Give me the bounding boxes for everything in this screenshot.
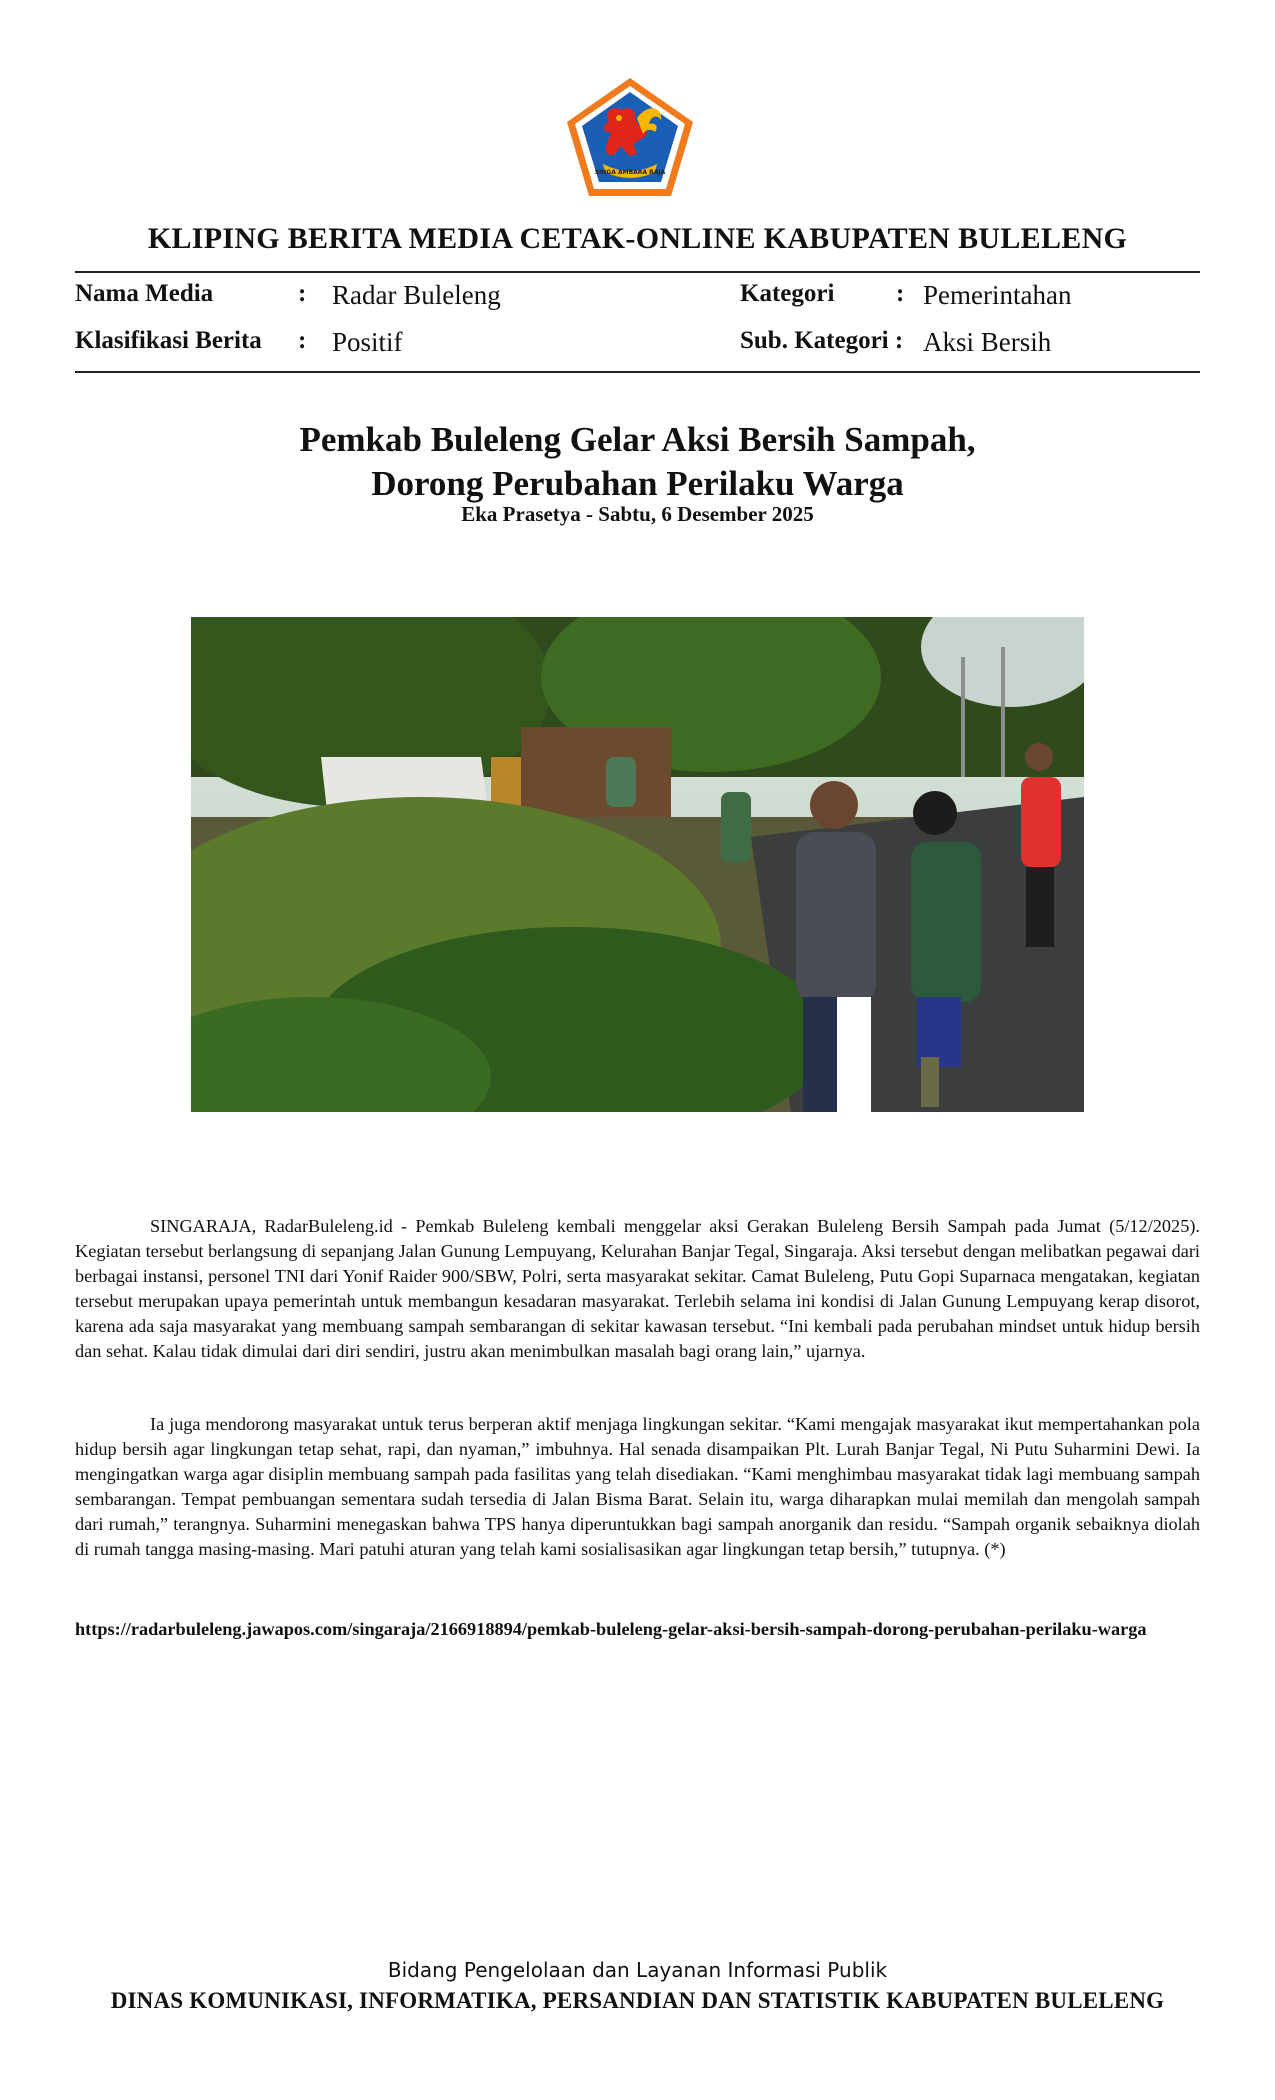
regency-emblem-icon — [563, 74, 697, 200]
kategori-value: Pemerintahan — [923, 280, 1072, 310]
klasifikasi-value: Positif — [332, 327, 403, 357]
article-paragraph-1: SINGARAJA, RadarBuleleng.id - Pemkab Buleleng kembali menggelar aksi Gerakan Buleleng Bersih Sampah pada Jumat (5/12/2025). Kegiatan tersebut berlangsung di sepanjang Jalan Gunung Lempuyang, Kelurahan Banjar Tegal, Singaraja. Aksi tersebut dengan melibatkan pegawai dari berbagai instansi, personel TNI dari Yonif Raider 900/SBW, Polri, serta masyarakat sekitar. Camat Buleleng, Putu Gopi Suparnaca mengatakan, kegiatan tersebut merupakan upaya pemerintah untuk membangun kesadaran masyarakat. Terlebih selama ini kondisi di Jalan Gunung Lempuyang kerap disorot, karena ada saja masyarakat yang membuang sampah sembarangan di sekitar kawasan tersebut. “Ini kembali pada perubahan mindset untuk hidup bersih dan sehat. Kalau tidak dimulai dari diri sendiri, justru akan menimbulkan masalah bagi orang lain,” ujarnya. — [75, 1216, 1200, 1361]
media-colon: : — [298, 280, 307, 307]
clipping-header-title: KLIPING BERITA MEDIA CETAK-ONLINE KABUPATEN BULELENG — [147, 222, 1128, 255]
kategori-colon: : — [896, 280, 905, 307]
article-body — [75, 1214, 1200, 1364]
article-photo — [191, 617, 1084, 1112]
media-value: Radar Buleleng — [332, 280, 501, 310]
kategori-label: Kategori — [740, 280, 835, 307]
article-body-2 — [75, 1412, 1200, 1562]
subkategori-label: Sub. Kategori : — [740, 327, 904, 354]
meta-divider — [75, 371, 1200, 373]
source-url-link[interactable]: https://radarbuleleng.jawapos.com/singaraja/2166918894/pemkab-buleleng-gelar-aksi-bersih-sampah-dorong-perubahan-perilaku-warga — [75, 1619, 1147, 1639]
logo-motto: SINGA AMBARA RAJA — [594, 169, 666, 176]
footer-department: Bidang Pengelolaan dan Layanan Informasi Publik — [387, 1958, 888, 1982]
article-paragraph-2: Ia juga mendorong masyarakat untuk terus berperan aktif menjaga lingkungan sekitar. “Kami mengajak masyarakat ikut mempertahankan pola hidup bersih agar lingkungan tetap sehat, rapi, dan nyaman,” imbuhnya. Hal senada disampaikan Plt. Lurah Banjar Tegal, Ni Putu Suharmini Dewi. Ia mengingatkan warga agar disiplin membuang sampah pada fasilitas yang telah disediakan. “Kami menghimbau masyarakat tidak lagi membuang sampah sembarangan. Tempat pembuangan sementara sudah tersedia di Jalan Bisma Barat. Selain itu, warga diharapkan mulai memilah dan mengolah sampah dari rumah,” terangnya. Suharmini menegaskan bahwa TPS hanya diperuntukkan bagi sampah anorganik dan residu. “Sampah organik sebaiknya diolah di rumah tangga masing-masing. Mari patuhi aturan yang telah kami sosialisasikan agar lingkungan tetap bersih,” tutupnya. (*) — [75, 1414, 1200, 1559]
article-title — [0, 418, 1275, 506]
klasifikasi-label: Klasifikasi Berita — [75, 327, 262, 354]
footer-agency: DINAS KOMUNIKASI, INFORMATIKA, PERSANDIAN DAN STATISTIK KABUPATEN BULELENG — [110, 1988, 1165, 2013]
klasifikasi-colon: : — [298, 327, 307, 354]
subkategori-value: Aksi Bersih — [923, 327, 1052, 357]
article-title-line-2: Dorong Perubahan Perilaku Warga — [371, 464, 904, 503]
article-title-line-1: Pemkab Buleleng Gelar Aksi Bersih Sampah, — [299, 420, 976, 459]
article-byline: Eka Prasetya - Sabtu, 6 Desember 2025 — [461, 502, 814, 526]
media-label: Nama Media — [75, 280, 214, 307]
header-divider — [75, 271, 1200, 273]
